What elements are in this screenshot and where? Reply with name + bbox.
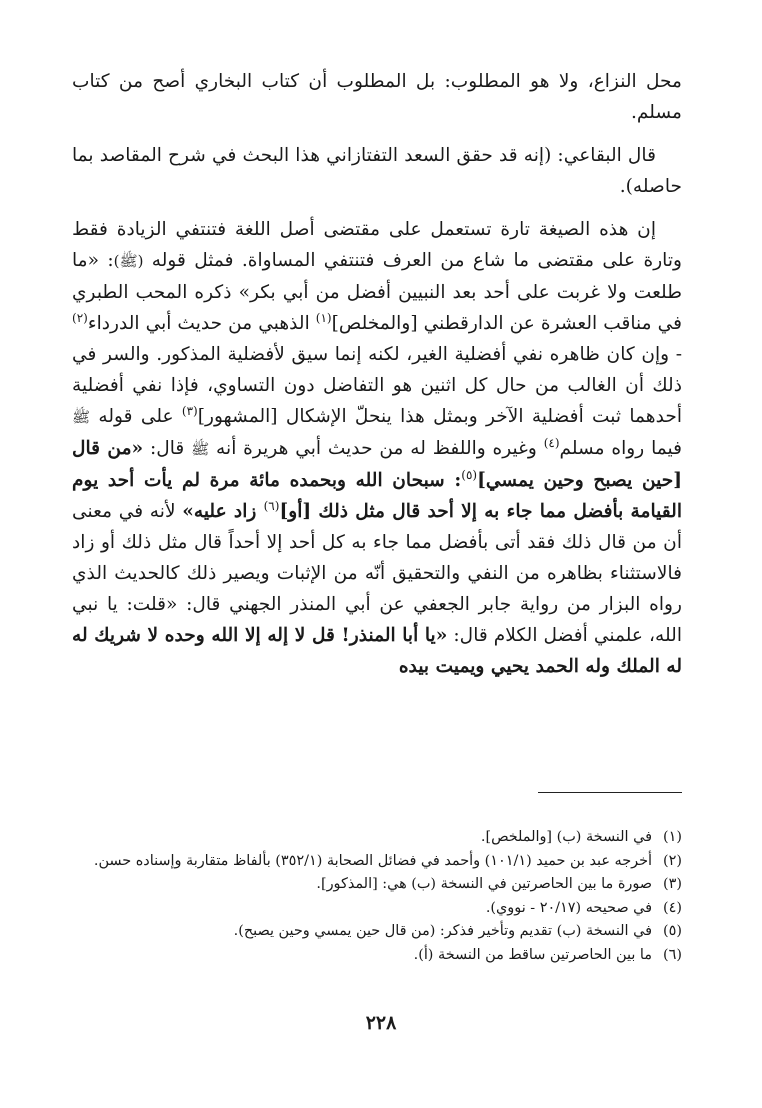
footnote-text: أخرجه عبد بن حميد (١٠١/١) وأحمد في فضائل الصحابة (٣٥٢/١) بألفاظ متقاربة وإسناده حسن. bbox=[93, 852, 652, 869]
footnote-number: (٥) bbox=[663, 923, 682, 939]
paragraph-2 bbox=[72, 140, 682, 202]
paragraph-3-text-3: الذهبي من حديث أبي الدرداء bbox=[87, 313, 316, 334]
footnote-6 bbox=[72, 944, 682, 968]
footnotes bbox=[72, 826, 682, 967]
footnote-2 bbox=[72, 850, 682, 874]
footnote-text: ما بين الحاصرتين ساقط من النسخة (أ). bbox=[413, 946, 652, 963]
paragraph-3-text-9: لأنه في معنى أن من قال ذلك فقد أتى بأفضل مما جاء به كل أحد إلا أحداً قال مثل ذلك أو زاد فالاستثناء بظاهره من النفي والتحقيق أنّه من الإثبات ويصير ذلك كالحديث الذي رواه البزار من رواية جابر الجعفي عن أبي المنذر الجهني قال: «قلت: يا نبي الله، علمني أفضل الكلام قال: bbox=[72, 501, 682, 646]
paragraph-1 bbox=[72, 66, 682, 128]
footnote-3 bbox=[72, 873, 682, 897]
footnote-text: في صحيحه (٢٠/١٧ - نووي). bbox=[485, 899, 652, 916]
footnote-ref-4[interactable]: (٤) bbox=[543, 435, 560, 450]
footnote-number: (٣) bbox=[663, 876, 682, 892]
paragraph-3-text-6: فيما رواه مسلم bbox=[559, 438, 682, 459]
salawat-symbol: ﷺ bbox=[72, 408, 91, 426]
salawat-symbol: (ﷺ) bbox=[113, 252, 144, 270]
footnote-separator bbox=[538, 792, 682, 793]
paragraph-3 bbox=[72, 214, 682, 682]
paragraph-3-text-7: وغيره واللفظ له من حديث أبي هريرة أنه bbox=[209, 438, 544, 459]
footnote-5 bbox=[72, 920, 682, 944]
hadith-text-bold-1: «من قال [حين يصبح وحين يمسي] bbox=[72, 438, 683, 491]
footnote-text: في النسخة (ب) [والملخص]. bbox=[480, 829, 652, 845]
paragraph-3-text-8: قال: bbox=[143, 438, 192, 459]
footnote-number: (٤) bbox=[663, 899, 682, 916]
paragraph-1-text: محل النزاع، ولا هو المطلوب: بل المطلوب أن كتاب البخاري أصح من كتاب مسلم. bbox=[72, 71, 682, 123]
paragraph-3-text-4: - وإن كان ظاهره نفي أفضلية الغير، لكنه إنما سيق لأفضلية المذكور. والسر في ذلك أن الغالب من حال كل اثنين هو التفاضل دون التساوي، فإذا نفي أفضلية أحدهما ثبت أفضلية الآخر وبمثل هذا ينحلّ الإشكال [المشهور] bbox=[72, 344, 683, 427]
footnote-text: في النسخة (ب) تقديم وتأخير فذكر: (من قال حين يمسي وحين يصبح). bbox=[233, 923, 652, 939]
footnote-number: (٦) bbox=[663, 946, 682, 963]
paragraph-3-text-5: على قوله bbox=[90, 406, 182, 427]
hadith-text-bold-2: : سبحان الله وبحمده مائة مرة لم يأت أحد يوم القيامة بأفضل مما جاء به إلا أحد قال مثل ذلك [أو] bbox=[72, 470, 682, 522]
hadith-text-bold-4: «يا أبا المنذر! قل لا إله إلا الله وحده لا شريك له له الملك وله الحمد يحيي ويميت بيده bbox=[72, 625, 682, 677]
page-number: ٢٢٨ bbox=[365, 1012, 397, 1034]
footnote-number: (٢) bbox=[663, 852, 682, 869]
footnote-ref-5[interactable]: (٥) bbox=[461, 467, 478, 482]
paragraph-2-text: قال البقاعي: (إنه قد حقق السعد التفتازاني هذا البحث في شرح المقاصد بما حاصله). bbox=[72, 145, 682, 197]
paragraph-3-text-1: إن هذه الصيغة تارة تستعمل على مقتضى أصل اللغة فتنتفي الزيادة فقط وتارة على مقتضى ما شاع من العرف فتنتفي المساواة. فمثل قوله bbox=[72, 219, 682, 271]
main-text bbox=[72, 66, 682, 682]
footnote-number: (١) bbox=[663, 829, 682, 845]
footnote-ref-2[interactable]: (٢) bbox=[72, 310, 88, 325]
footnote-text: صورة ما بين الحاصرتين في النسخة (ب) هي: [المذكور]. bbox=[316, 876, 652, 892]
footnote-ref-1[interactable]: (١) bbox=[315, 310, 332, 325]
hadith-text-bold-3: زاد عليه» bbox=[182, 501, 264, 522]
footnote-4 bbox=[72, 897, 682, 921]
footnote-1 bbox=[72, 826, 682, 850]
salawat-symbol: ﷺ bbox=[191, 440, 210, 458]
footnote-ref-6[interactable]: (٦) bbox=[263, 498, 280, 513]
footnote-ref-3[interactable]: (٣) bbox=[181, 403, 198, 418]
paragraph-3-text-2: : «ما طلعت ولا غربت على أحد بعد النبيين أفضل من أبي بكر» ذكره المحب الطبري في مناقب العشرة عن الدارقطني [والمخلص] bbox=[72, 250, 682, 334]
